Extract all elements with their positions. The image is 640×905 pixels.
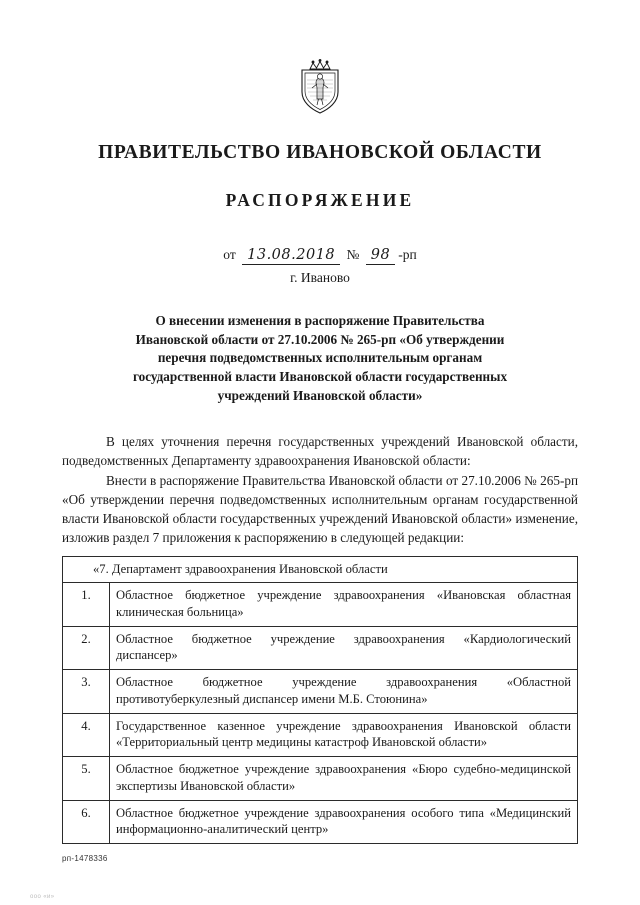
table-row <box>63 670 578 713</box>
row-number: 2. <box>63 626 110 669</box>
table-row <box>63 583 578 626</box>
row-number: 5. <box>63 757 110 800</box>
body-paragraph-2: Внести в распоряжение Правительства Ивановской области от 27.10.2006 № 265-рп «Об утверждении перечня подведомственных исполнительным органам государственной власти Ивановской области государственных учреждений Ивановской области» изменение, изложив раздел 7 приложения к распоряжению в следующей редакции: <box>62 472 578 546</box>
body-paragraph-1: В целях уточнения перечня государственных учреждений Ивановской области, подведомственных Департаменту здравоохранения Ивановской области: <box>62 433 578 468</box>
subject-line-1: О внесении изменения в распоряжение Правительства <box>155 313 485 328</box>
institutions-table-body <box>63 556 578 844</box>
row-text: Областное бюджетное учреждение здравоохранения «Областной противотуберкулезный диспансер имени М.Б. Стоюнина» <box>110 670 578 713</box>
document-footer-code: рп-1478336 <box>62 854 108 863</box>
date-number-line <box>62 247 578 263</box>
city-label: г. Иваново <box>290 270 350 285</box>
subject-line-5: учреждений Ивановской области» <box>217 387 423 403</box>
number-suffix: -рп <box>398 247 417 262</box>
table-section-header: «7. Департамент здравоохранения Ивановской области <box>63 556 578 583</box>
institutions-table <box>62 556 578 845</box>
coat-of-arms-icon <box>293 58 347 116</box>
table-row <box>63 800 578 843</box>
document-body <box>62 432 578 548</box>
row-text: Областное бюджетное учреждение здравоохранения особого типа «Медицинский информационно-аналитический центр» <box>110 800 578 843</box>
table-row <box>63 757 578 800</box>
document-footer-faint: ооо «и» <box>30 894 55 900</box>
table-row <box>63 713 578 756</box>
table-row <box>63 626 578 669</box>
row-number: 1. <box>63 583 110 626</box>
government-title: ПРАВИТЕЛЬСТВО ИВАНОВСКОЙ ОБЛАСТИ <box>98 142 542 163</box>
table-section-header-row <box>63 556 578 583</box>
emblem-container <box>62 0 578 120</box>
row-text: Областное бюджетное учреждение здравоохранения «Ивановская областная клиническая больница» <box>110 583 578 626</box>
subject-line-4: государственной власти Ивановской области государственных <box>132 369 508 385</box>
document-type: РАСПОРЯЖЕНИЕ <box>225 190 415 210</box>
row-number: 6. <box>63 800 110 843</box>
number-value: 98 <box>366 247 395 265</box>
subject-line-2: Ивановской области от 27.10.2006 № 265-рп «Об утверждении <box>135 331 505 347</box>
document-subject <box>105 312 535 406</box>
row-text: Областное бюджетное учреждение здравоохранения «Кардиологический диспансер» <box>110 626 578 669</box>
row-number: 3. <box>63 670 110 713</box>
row-number: 4. <box>63 713 110 756</box>
subject-line-3: перечня подведомственных исполнительным органам <box>157 350 483 366</box>
date-label: от <box>223 247 236 262</box>
date-value: 13.08.2018 <box>242 247 340 265</box>
row-text: Государственное казенное учреждение здравоохранения Ивановской области «Территориальный центр медицины катастроф Ивановской области» <box>110 713 578 756</box>
number-label: № <box>346 247 360 262</box>
row-text: Областное бюджетное учреждение здравоохранения «Бюро судебно-медицинской экспертизы Ивановской области» <box>110 757 578 800</box>
